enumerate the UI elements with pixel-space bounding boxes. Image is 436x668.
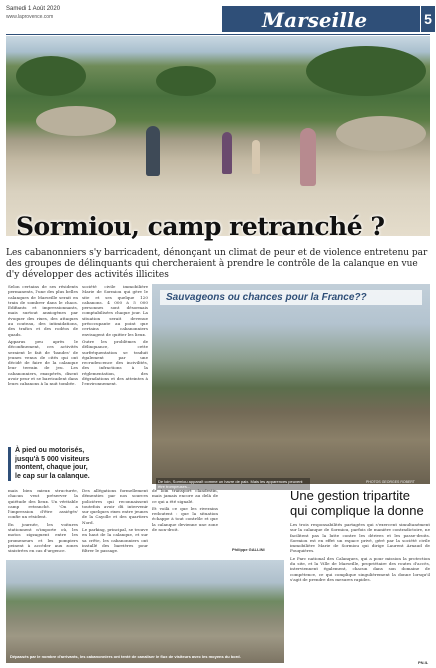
column-paragraph: Des allégations formellement démenties par nos sources policières qui reconnaissent toutefois avoir dû intervenir sur quelques rixes entre jeunes de la Cayolle et des quartiers Nord. [82, 488, 148, 525]
photo-overlay-box [160, 290, 422, 305]
calanque-photo [152, 284, 430, 484]
photo-caption: Dépassés par le nombre d'arrivants, les cabanonniers ont tenté de canaliser le flux de visiteurs avec les moyens du bord. [10, 654, 241, 659]
column-paragraph: de loin transport clandestin, mais jamais encore au delà de ce qui a été signalé. [152, 488, 218, 504]
site-url[interactable]: www.laprovence.com [6, 14, 54, 20]
author-byline: Philippe GALLINI [232, 547, 265, 552]
column-paragraph: Selon certains de ses résidents permanents, l'une des plus belles calanques de Marseille serait en train de sombrer dans le chaos. Edifiants et impressionnants, mais surtout anxiogènes par évoquer des rixes, des attaques au couteau, des intimidations, des trafics et des rodéos de quads. [8, 284, 78, 337]
section-banner [222, 6, 420, 32]
column-paragraph: En journée, les voitures stationnent n'importe où, les motos zigzaguent entre les promeneurs et les pompiers peinent à accéder aux zones sinistrées en cas d'urgence. [8, 521, 78, 554]
column-paragraph: société civile immobilière Marie de Sormiou qui gère le site et ses quelque 120 cabanons. 4 000 à 5 000 personnes sont désormais comptabilisées chaque jour. La situation serait devenue préoccupante au point que certains cabanonniers envisagent de quitter les lieux. [82, 284, 148, 337]
issue-date: Samedi 1 Août 2020 [6, 6, 61, 12]
column-paragraph: Apparus peu après le déconfinement, ces activités seraient le fait de 'bandes' de jeunes venus de cités qui ont décidé de faire de la calanque leur terrain de jeu. Les cabanonniers, exaspérés, disent avoir peur et se barricadent dans leurs cabanons à la nuit tombée. [8, 338, 78, 387]
hikers-photo [6, 36, 430, 236]
photo-overlay-text: Sauvageons ou chances pour la France?? [166, 292, 367, 303]
pull-quote: À pied ou motorisés, jusqu'à 5 000 visiteurs montent, chaque jour, le cap sur la calanque. [8, 447, 95, 481]
photo-caption: De loin, Sormiou apparaît comme un havre de paix. Mais les apparences peuvent être trompeuses... [156, 478, 310, 490]
column-paragraph: Le Parc national des Calanques, qui a pour mission la protection du site, et la Ville de Marseille, propriétaire des routes d'accès, interviennent également, chacun dans son domaine de compétence, ce qui complique singulièrement la donne lorsqu'il s'agit de prendre des mesures rapides. [290, 555, 430, 582]
sidebar-headline: Une gestion tripartite qui complique la donne [290, 488, 424, 518]
visitors-photo [6, 560, 284, 663]
page-mark: PN.IL [418, 660, 429, 665]
article-column-1 [8, 284, 78, 444]
page-number: 5 [421, 6, 435, 32]
column-paragraph: Et voilà ce que les riverains redoutent : que la situation échappe à tout contrôle et que la calanque devienne une zone de non-droit. [152, 505, 218, 533]
article-column-5 [152, 488, 218, 543]
photo-credit: PHOTOS GEORGES ROBERT [366, 480, 415, 484]
headline: Sormiou, camp retranché ? [16, 212, 385, 241]
column-paragraph: Le parking, principal, se trouve en haut de la calanque, et sur sa crête, les cabanonniers ont installé des barrières pour filtrer le passage. [82, 527, 148, 554]
section-title: Marseille [262, 8, 368, 32]
article-column-4 [82, 488, 148, 558]
column-paragraph: mais bien mieux structurée, chacun veut préserver la quiétude des lieux. Un véritable camp retranché. 'On a l'impression d'être assiégés' confie un résident. [8, 488, 78, 520]
article-column-6 [290, 522, 430, 660]
column-paragraph: Outre les problèmes de délinquance, cette surfréquentation se traduit également par une recrudescence des incivilités, des infractions à la réglementation, des dégradations et des atteintes à l'environnement. [82, 338, 148, 387]
article-column-3 [8, 488, 78, 558]
lead-paragraph: Les cabanonniers s'y barricadent, dénonçant un climat de peur et de violence entretenu par des groupes de délinquants qui chercheraient à prendre le contrôle de la calanque en vue d'y développer des activités illicites [6, 248, 428, 280]
header-divider [6, 34, 430, 35]
column-paragraph: Les trois responsabilités partagées qui s'exercent simultanément sur la calanque de Sormiou, parfois de manière contradictoire, ne facilitent pas la lutte contre les dérives et les passe-droits. Sormiou est en effet un espace privé, géré par la société civile immobilière Marie de Sormiou qui dirige Laurent Arnaud de Fouquières. [290, 522, 430, 554]
